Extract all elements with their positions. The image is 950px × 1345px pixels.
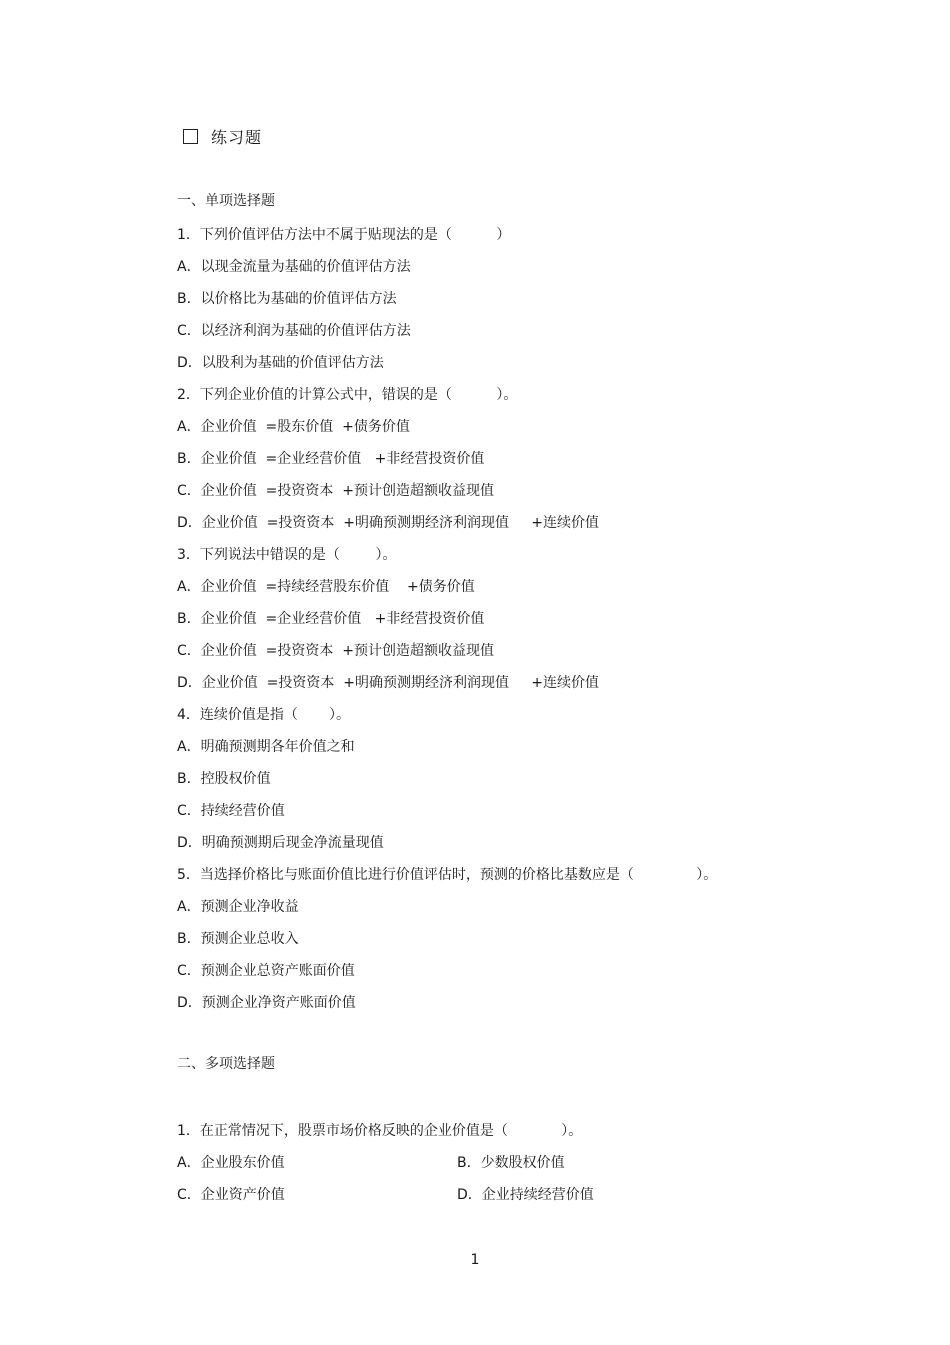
section-heading-single-choice: 一、单项选择题 <box>177 193 275 209</box>
option-line: B．企业价值 =企业经营价值 +非经营投资价值 <box>177 451 485 467</box>
section-heading-multiple-choice: 二、多项选择题 <box>177 1056 275 1072</box>
option-line: C．企业价值 =投资资本 +预计创造超额收益现值 <box>177 483 495 499</box>
option-b: B．少数股权价值 <box>457 1155 565 1171</box>
option-line: B．预测企业总收入 <box>177 931 299 947</box>
option-line: C．持续经营价值 <box>177 803 285 819</box>
question-1: 1．下列价值评估方法中不属于贴现法的是（ ） <box>177 227 511 243</box>
option-line: D．明确预测期后现金净流量现值 <box>177 835 384 851</box>
option-c: C．企业资产价值 <box>177 1187 285 1203</box>
option-line: A．预测企业净收益 <box>177 899 299 915</box>
checkbox-square-icon <box>183 129 198 144</box>
question-3: 3．下列说法中错误的是（ ）。 <box>177 547 397 563</box>
page-number: 1 <box>470 1252 480 1268</box>
option-line: A．明确预测期各年价值之和 <box>177 739 355 755</box>
question-2: 2．下列企业价值的计算公式中，错误的是（ ）。 <box>177 387 518 403</box>
option-line: C．企业价值 =投资资本 +预计创造超额收益现值 <box>177 643 495 659</box>
option-d: D．企业持续经营价值 <box>457 1187 594 1203</box>
option-line: A．企业价值 =股东价值 +债务价值 <box>177 419 410 435</box>
option-a: A．企业股东价值 <box>177 1155 285 1171</box>
option-line: D．以股利为基础的价值评估方法 <box>177 355 384 371</box>
option-line: B．企业价值 =企业经营价值 +非经营投资价值 <box>177 611 485 627</box>
page-title: 练习题 <box>211 127 263 147</box>
option-line: B．控股权价值 <box>177 771 271 787</box>
title-row <box>183 124 262 148</box>
option-line: D．预测企业净资产账面价值 <box>177 995 356 1011</box>
option-line: C．以经济利润为基础的价值评估方法 <box>177 323 411 339</box>
question-4: 4．连续价值是指（ ）。 <box>177 707 351 723</box>
option-line: A．企业价值 =持续经营股东价值 +债务价值 <box>177 579 475 595</box>
option-line: D．企业价值 =投资资本 +明确预测期经济利润现值 +连续价值 <box>177 515 600 531</box>
option-line: A．以现金流量为基础的价值评估方法 <box>177 259 411 275</box>
option-line: B．以价格比为基础的价值评估方法 <box>177 291 397 307</box>
option-line: D．企业价值 =投资资本 +明确预测期经济利润现值 +连续价值 <box>177 675 600 691</box>
question-5: 5．当选择价格比与账面价值比进行价值评估时，预测的价格比基数应是（ ）。 <box>177 867 718 883</box>
multi-question-1: 1．在正常情况下，股票市场价格反映的企业价值是（ ）。 <box>177 1123 583 1139</box>
option-line: C．预测企业总资产账面价值 <box>177 963 355 979</box>
